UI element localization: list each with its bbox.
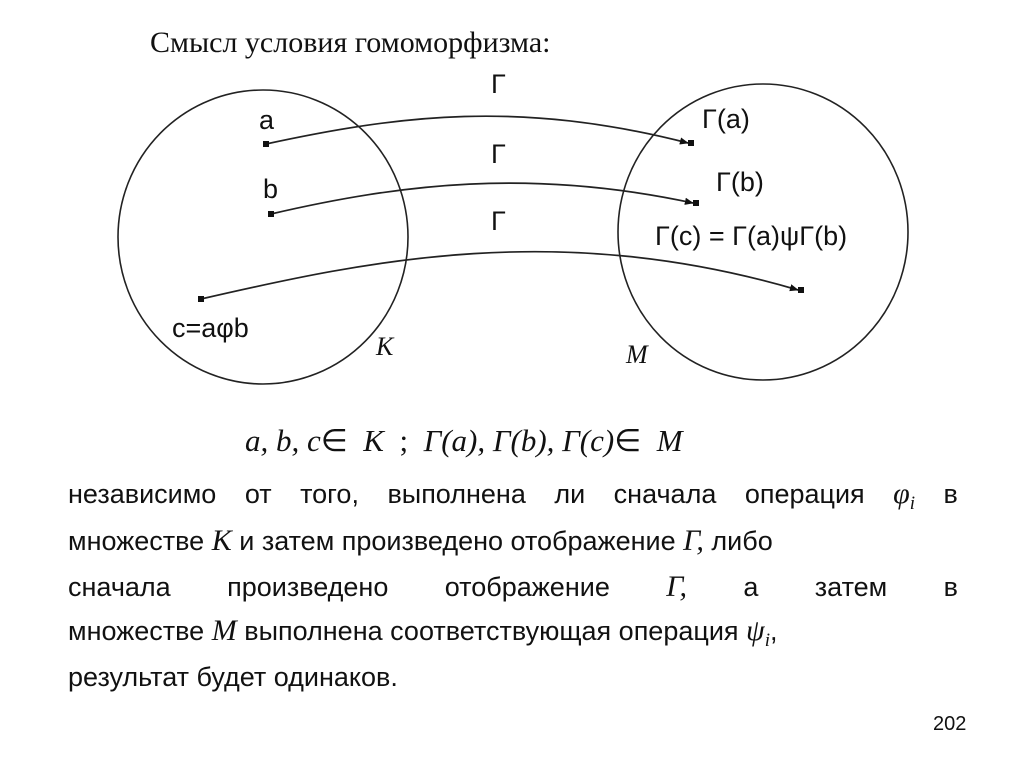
- point-c-dot: [198, 296, 204, 302]
- label-c: c=aφb: [172, 313, 249, 343]
- arrow-label-1: Γ: [491, 69, 506, 99]
- line4-part-a: множестве: [68, 616, 205, 646]
- formula-images: Γ(a), Γ(b), Γ(c): [423, 423, 615, 458]
- word: независимо: [68, 479, 217, 509]
- point-a-dot: [263, 141, 269, 147]
- text-line-1: [68, 473, 958, 525]
- line2-part-b: и затем произведено отображение: [239, 526, 676, 556]
- psi-subscript: i: [764, 630, 770, 651]
- word: произведено: [227, 572, 389, 602]
- formula-separator: ;: [399, 423, 409, 458]
- word: сначала: [68, 572, 171, 602]
- text-line-2: [68, 520, 958, 562]
- set-k-label: K: [376, 332, 394, 361]
- label-gamma-c: Γ(c) = Γ(a)ψΓ(b): [655, 221, 848, 251]
- set-m-label: M: [626, 340, 648, 369]
- arrow-label-2: Γ: [491, 139, 506, 169]
- text-line-5: результат будет одинаков.: [68, 662, 398, 692]
- label-b: b: [263, 174, 279, 204]
- line3-gamma: Γ,: [666, 570, 687, 603]
- text-line-3: [68, 566, 958, 608]
- line2-gamma: Γ,: [683, 524, 704, 557]
- word: операция: [744, 479, 865, 509]
- formula-set-m: M: [656, 423, 683, 458]
- phi-subscript: i: [909, 493, 916, 514]
- arrow-label-3: Γ: [491, 206, 506, 236]
- line4-end: ,: [769, 616, 778, 646]
- word: того,: [300, 479, 359, 509]
- word: в: [943, 479, 958, 509]
- formula-elements: a, b, c: [245, 423, 321, 458]
- page-number: 202: [933, 713, 967, 735]
- point-gc-dot: [798, 287, 804, 293]
- line2-part-a: множестве: [68, 526, 205, 556]
- point-b-dot: [268, 211, 274, 217]
- psi-operation: [746, 614, 770, 651]
- line4-part-b: выполнена соответствующая операция: [244, 616, 739, 646]
- formula-in-k: ∈: [320, 423, 348, 458]
- line4-set-m: M: [211, 614, 237, 647]
- word: ли: [554, 479, 586, 509]
- word: а: [743, 572, 759, 602]
- line2-set-k: K: [211, 524, 232, 557]
- label-gamma-b: Γ(b): [716, 167, 764, 197]
- text-line-4: [68, 610, 958, 662]
- mapping-arrow-a: [266, 116, 688, 144]
- label-a: a: [259, 105, 275, 135]
- line2-part-c: либо: [711, 526, 773, 556]
- mapping-arrow-b: [271, 183, 693, 214]
- word: в: [943, 572, 958, 602]
- phi-symbol: φ: [893, 477, 910, 510]
- phi-operation: [893, 473, 915, 525]
- word: отображение: [444, 572, 610, 602]
- point-ga-dot: [688, 140, 694, 146]
- word: затем: [814, 572, 888, 602]
- psi-symbol: ψ: [746, 614, 765, 647]
- mapping-arrow-c: [201, 252, 798, 299]
- formula-in-m: ∈: [614, 423, 642, 458]
- membership-formula: [245, 423, 683, 459]
- word: выполнена: [387, 479, 526, 509]
- word: сначала: [613, 479, 717, 509]
- slide-title: Смысл условия гомоморфизма:: [150, 26, 551, 59]
- formula-set-k: K: [363, 423, 384, 458]
- point-gb-dot: [693, 200, 699, 206]
- label-gamma-a: Γ(a): [702, 104, 750, 134]
- word: от: [244, 479, 272, 509]
